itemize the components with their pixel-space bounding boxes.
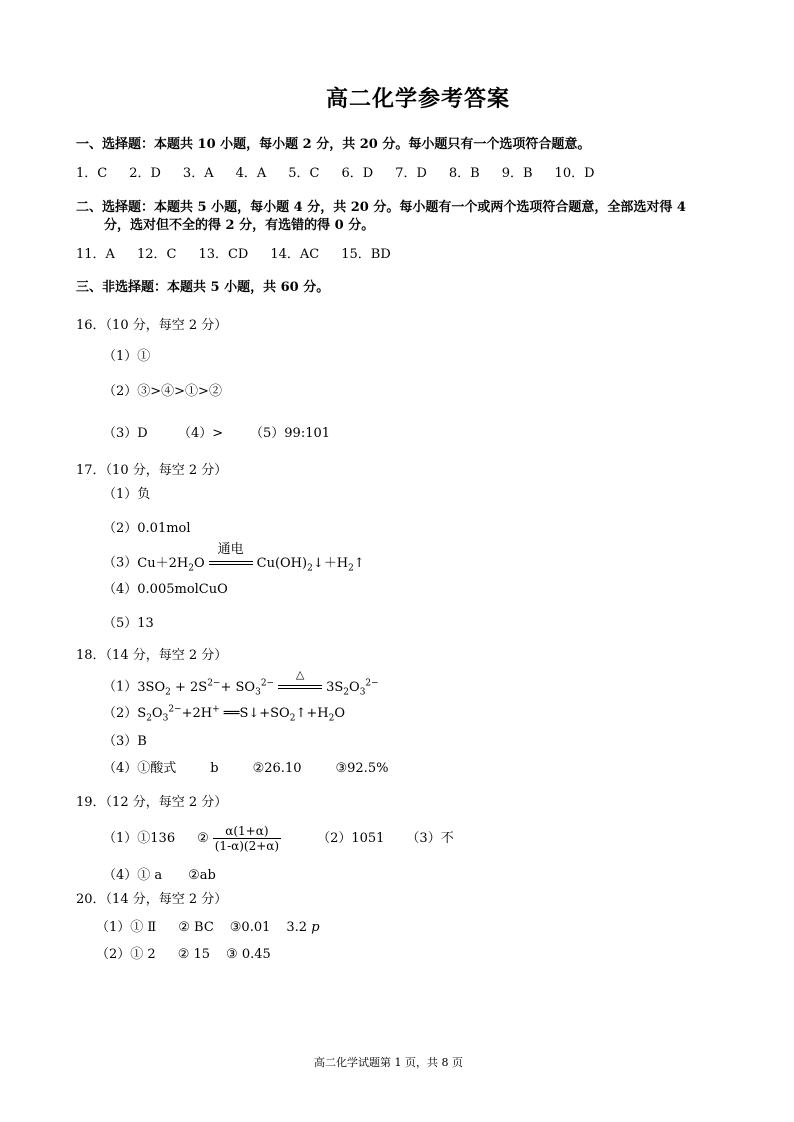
page-title: 高二化学参考答案 [326,86,511,112]
q16-answer-5: （5）99:101 [250,426,331,441]
q17-equation-products: $Cu(OH)_2↓+H_2↑$ [256,555,365,574]
q16-answer-1: （1）① [103,349,151,364]
q20-answer-2-part2: ② 15 [177,947,211,962]
q19-fraction [213,825,281,852]
q18-answer-2 [103,704,345,724]
q18-answer-3: （3）B [103,734,147,749]
q19-answer-1-part1: （1）①136 [103,831,176,846]
answer-1: 1．C [76,166,108,181]
q18-answer-1 [103,668,379,698]
q18-equation-reactants: $3SO_2 + 2S^{2-}+ SO_3^{2-}$ [137,678,275,698]
heating-arrow [278,668,322,694]
q20-header: 20．（14 分，每空 2 分） [76,892,228,907]
q19-answer-1 [103,825,454,852]
q17-answer-5: （5）13 [103,616,154,631]
q16-answer-2: （2）③>④>①>② [103,384,222,399]
q18-answer-4-part1: （4）①酸式 [103,761,177,776]
q18-answer-2-label: （2） [103,706,138,721]
q20-answer-1-part3: ③0.01 [229,920,271,935]
q19-answer-2: （2）1051 [317,831,385,846]
q20-answer-2-part3: ③ 0.45 [226,947,271,962]
q17-answer-1: （1）负 [103,487,151,502]
answer-8: 8．B [448,166,480,181]
q18-answer-4-part2: b [210,761,219,776]
q17-answer-4: （4）0.005molCuO [103,582,228,597]
q18-header: 18．（14 分，每空 2 分） [76,648,228,663]
q20-answer-1-part4: 3.2 [286,920,308,935]
section2-answers [76,248,391,261]
answer-15: 15．BD [341,247,391,262]
q18-equation-products: $3S_2O_3^{2-}$ [326,678,379,698]
section3-header: 三、非选择题：本题共 5 小题，共 60 分。 [76,280,330,295]
q18-answer-4-part3: ②26.10 [252,761,302,776]
q20-answer-2 [96,948,271,961]
page-footer: 高二化学试题第 1 页，共 8 页 [314,1056,463,1069]
q18-answer-1-label: （1） [103,679,138,695]
q20-answer-2-part1: （2）① 2 [96,947,156,962]
heat-symbol: △ [295,668,305,681]
answer-2: 2．D [129,166,161,181]
section1-header: 一、选择题：本题共 10 小题，每小题 2 分，共 20 分。每小题只有一个选项符合题意。 [76,137,591,152]
answer-14: 14．AC [270,247,320,262]
answer-3: 3．A [182,166,214,181]
fraction-denominator: (1-α)(2+α) [214,839,280,853]
section1-answers [76,167,595,180]
answer-4: 4．A [235,166,267,181]
q20-answer-1-part2: ② BC [178,920,214,935]
q19-header: 19．（12 分，每空 2 分） [76,795,228,810]
electrolysis-arrow [209,542,253,570]
q19-answer-4-part2: ②ab [188,868,216,883]
pressure-variable: p [311,920,320,935]
q20-answer-1-part1: （1）① Ⅱ [96,920,157,935]
q16-answer-4: （4）> [178,426,224,441]
q16-answer-3: （3）D [103,426,148,441]
fraction-numerator: α(1+α) [213,825,281,839]
q19-answer-3: （3）不 [406,831,454,846]
section2-header-line2: 分，选对但不全的得 2 分，有选错的得 0 分。 [104,218,375,233]
answer-6: 6．D [341,166,374,181]
condition-label: 通电 [217,542,244,557]
answer-7: 7．D [395,166,427,181]
q19-answer-4 [103,869,216,882]
q19-answer-1-part2: ② [197,831,209,846]
answer-5: 5．C [288,166,320,181]
q18-answer-4-part4: ③92.5% [335,761,389,776]
q17-answer-3-label: （3） [103,555,138,571]
answer-9: 9．B [501,166,533,181]
q17-answer-2: （2）0.01mol [103,521,191,536]
answer-10: 10．D [554,166,595,181]
q17-header: 17．（10 分，每空 2 分） [76,463,228,478]
section2-header-line1: 二、选择题：本题共 5 小题，每小题 4 分，共 20 分。每小题有一个或两个选项符合题意，全部选对得 4 [76,200,686,215]
answer-11: 11．A [76,247,115,262]
q17-equation-reactants: $Cu+2H_2O$ [137,555,205,574]
q17-answer-3 [103,542,365,574]
q19-answer-4-part1: （4）① a [103,868,163,883]
q16-header: 16．（10 分，每空 2 分） [76,318,228,333]
answer-12: 12．C [136,247,177,262]
q18-answer-4 [103,762,388,775]
q20-answer-1 [96,921,320,934]
q18-ionic-equation: $S_2O_3^{2-}+2H^+$ $══S↓+SO_2↑+H_2O$ [137,704,345,724]
answer-13: 13．CD [198,247,249,262]
